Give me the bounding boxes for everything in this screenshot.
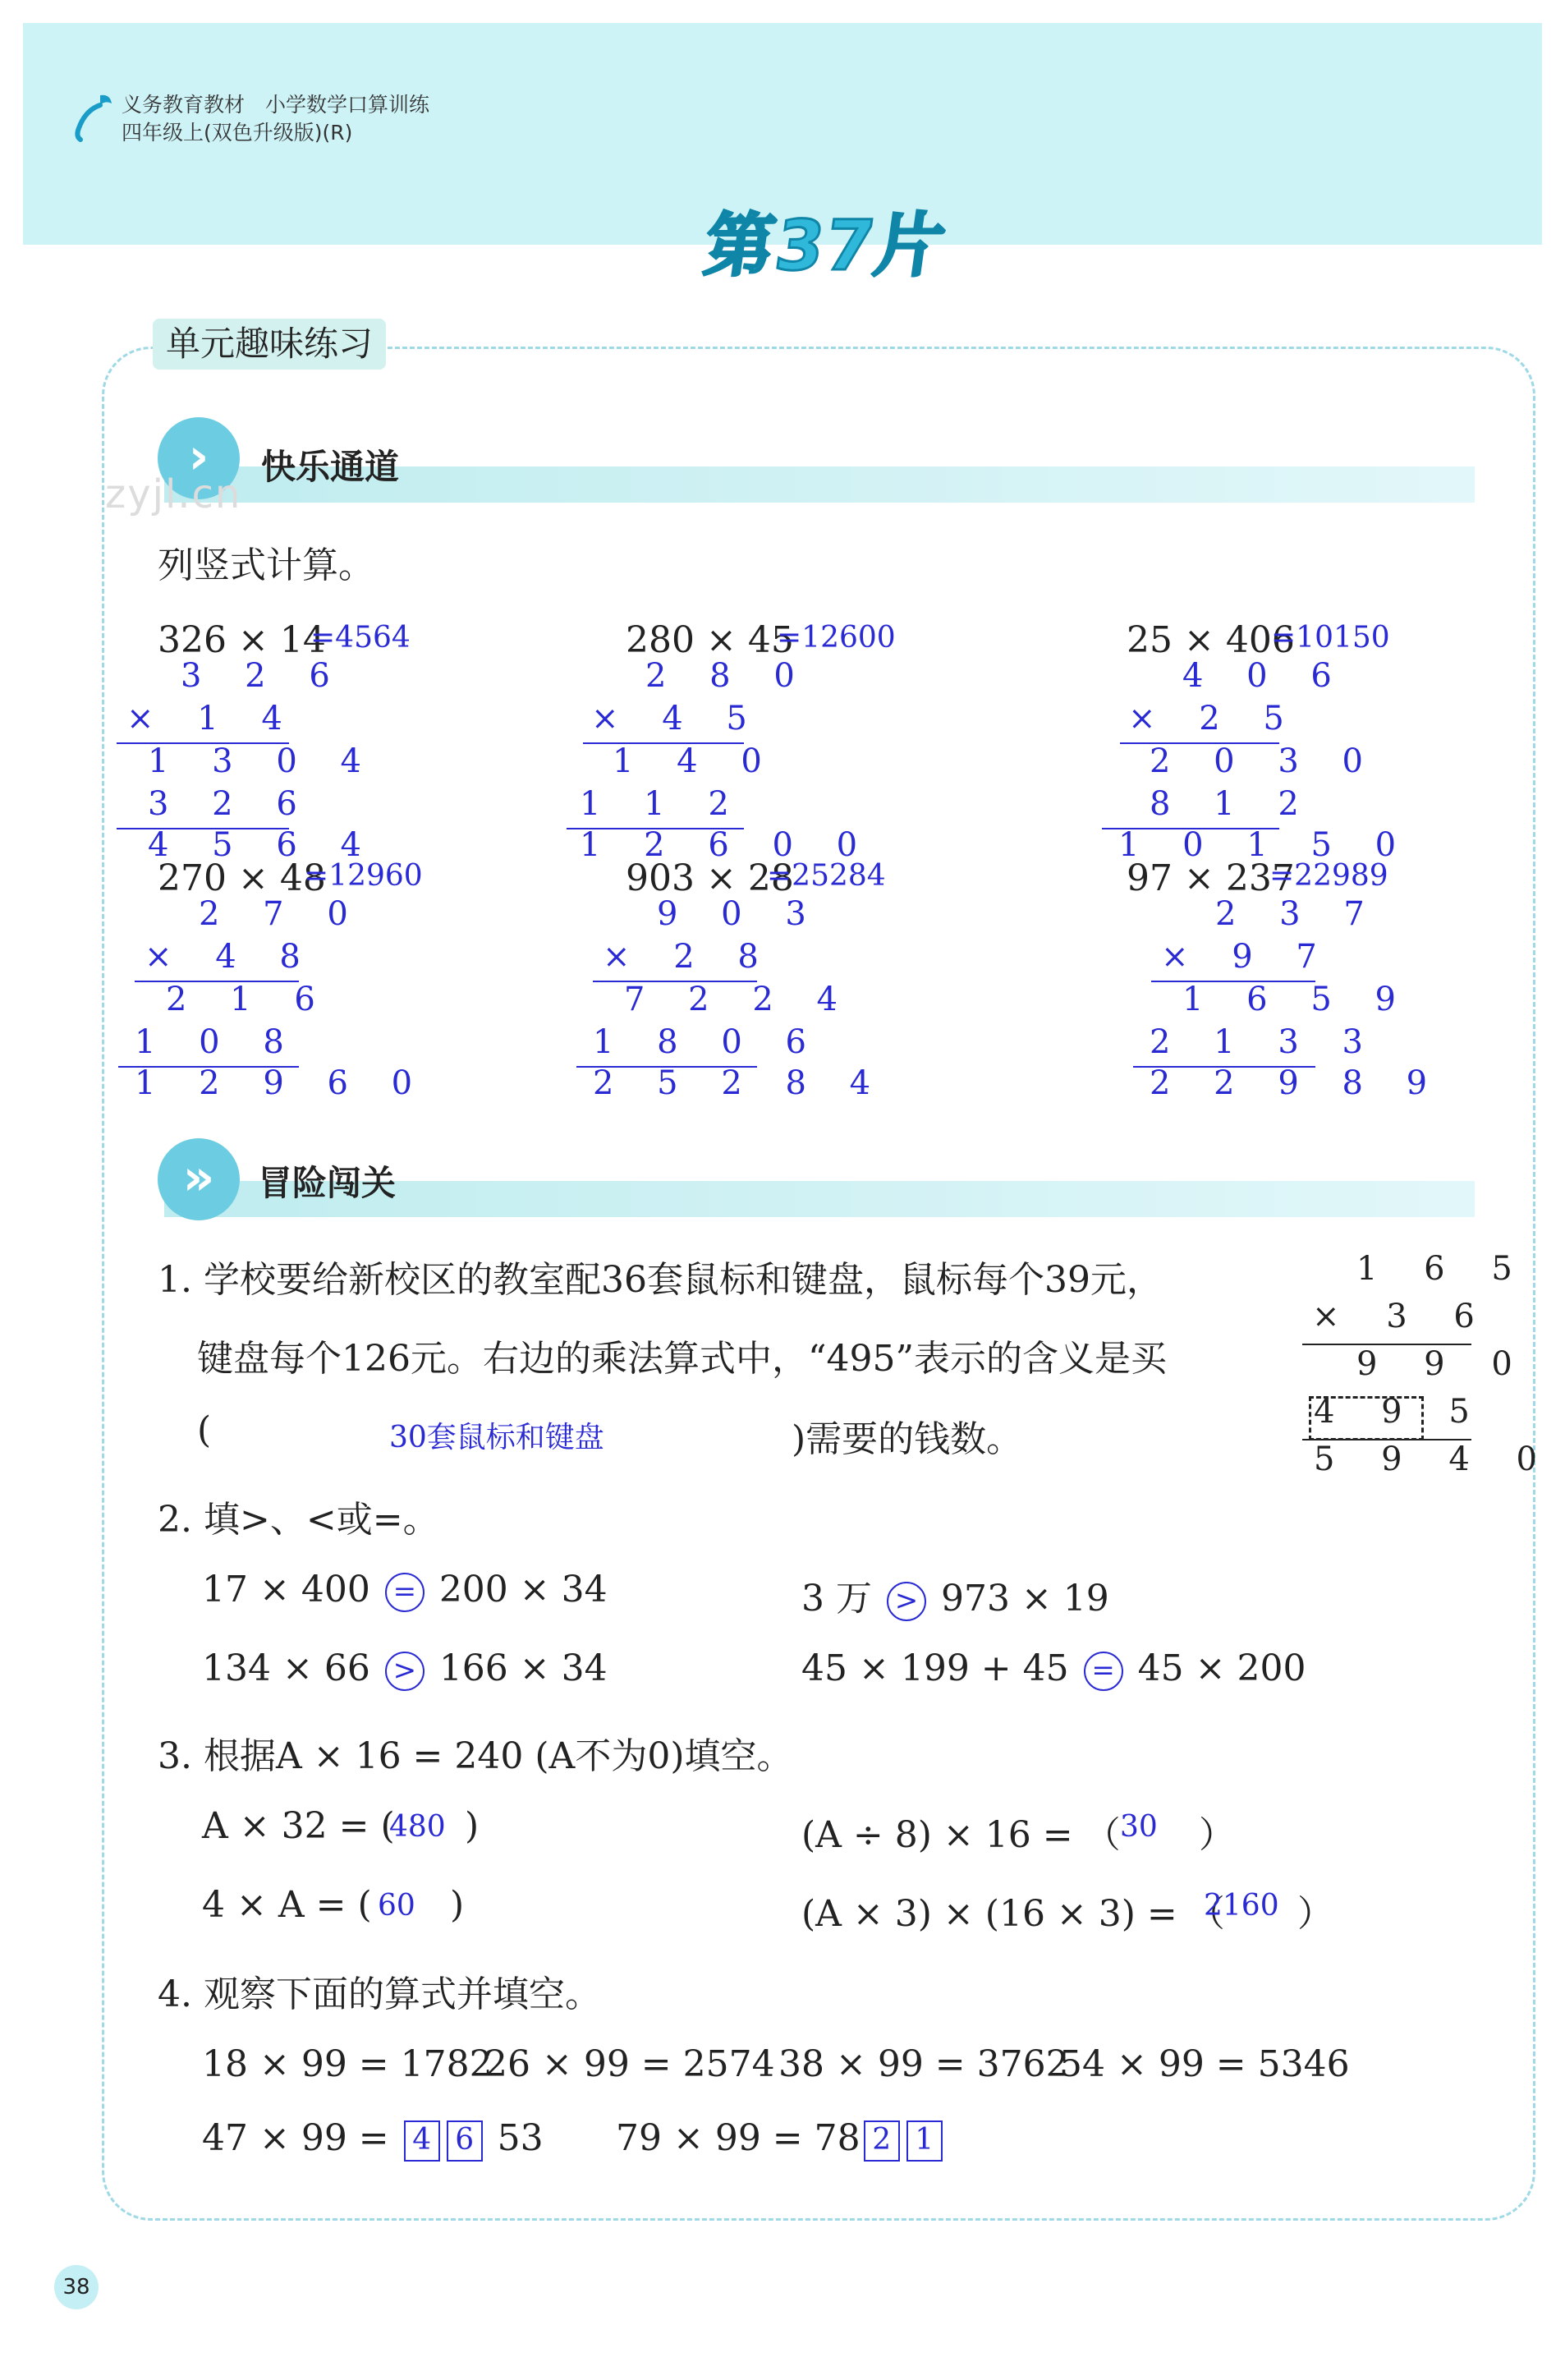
pen-icon bbox=[67, 89, 117, 143]
q2-left: 134 × 66 bbox=[202, 1647, 370, 1689]
calc-row: 8 1 2 bbox=[1150, 785, 1315, 823]
calc-row: × 1 4 bbox=[126, 700, 299, 737]
q3-answer: 60 bbox=[378, 1889, 415, 1923]
q2-item bbox=[801, 1569, 1109, 1621]
calc-row: × 4 5 bbox=[591, 700, 764, 737]
calc-row: 1 3 0 4 bbox=[148, 742, 378, 780]
q3-answer: 30 bbox=[1120, 1810, 1158, 1844]
q2-sign: > bbox=[385, 1652, 425, 1691]
q1-calc-row: × 3 6 bbox=[1312, 1298, 1493, 1335]
q2-left: 3 万 bbox=[801, 1578, 872, 1620]
section1-instruction: 列竖式计算。 bbox=[158, 544, 374, 586]
calc-row: 1 4 0 bbox=[613, 742, 778, 780]
q3-expr: A × 32 = ( bbox=[202, 1805, 395, 1847]
q2-sign: = bbox=[385, 1573, 425, 1612]
chevron-right-icon: › bbox=[158, 417, 240, 499]
q4-fill1 bbox=[202, 2117, 544, 2162]
double-chevron-icon: » bbox=[158, 1138, 240, 1220]
calc-row: 4 5 6 4 bbox=[148, 826, 378, 864]
problem-expr: 903 × 28 bbox=[626, 857, 794, 899]
calc-row: 2 1 3 3 bbox=[1150, 1023, 1379, 1061]
header-edition: 四年级上(双色升级版)(R) bbox=[122, 121, 353, 145]
section1-title: 快乐通道 bbox=[261, 447, 400, 487]
q2-right: 973 × 19 bbox=[940, 1578, 1109, 1620]
calc-row: 2 2 9 8 9 bbox=[1150, 1064, 1444, 1102]
q3-close: ） bbox=[1297, 1893, 1333, 1935]
q2-right: 200 × 34 bbox=[438, 1569, 608, 1610]
q2-item bbox=[202, 1647, 608, 1691]
q4-heading: 4. 观察下面的算式并填空。 bbox=[158, 1973, 601, 2015]
calc-row: 1 8 0 6 bbox=[593, 1023, 823, 1061]
q3-close: ） bbox=[1199, 1814, 1235, 1856]
q4-example: 54 × 99 = 5346 bbox=[1059, 2043, 1350, 2085]
calc-row: × 2 5 bbox=[1128, 700, 1301, 737]
q3-expr: (A × 3) × (16 × 3) = （ bbox=[801, 1893, 1225, 1935]
q2-left: 17 × 400 bbox=[202, 1569, 370, 1610]
q4-fill1-prefix: 47 × 99 = bbox=[202, 2117, 389, 2159]
problem-answer: =12600 bbox=[777, 621, 896, 655]
problem-answer: =10150 bbox=[1271, 621, 1390, 655]
header-series: 义务教育教材 小学数学口算训练 bbox=[122, 93, 430, 117]
page-title: 第37片 bbox=[700, 205, 952, 286]
q4-example: 38 × 99 = 3762 bbox=[778, 2043, 1069, 2085]
calc-row: 1 0 1 5 0 bbox=[1118, 826, 1413, 864]
calc-row: 1 0 8 bbox=[135, 1023, 301, 1061]
problem-answer: =22989 bbox=[1269, 859, 1388, 893]
q2-sign: = bbox=[1084, 1652, 1123, 1691]
q2-item bbox=[801, 1647, 1306, 1691]
calc-row: × 4 8 bbox=[145, 938, 317, 976]
unit-banner: 单元趣味练习 bbox=[153, 319, 386, 370]
calc-row: 4 0 6 bbox=[1182, 657, 1348, 695]
problem-expr: 326 × 14 bbox=[158, 619, 326, 661]
q1-line2: 键盘每个126元。右边的乘法算式中，“495”表示的含义是买 bbox=[197, 1338, 1167, 1380]
problem-expr: 25 × 406 bbox=[1127, 619, 1295, 661]
calc-row: × 9 7 bbox=[1161, 938, 1333, 976]
calc-row: 1 1 2 bbox=[580, 785, 746, 823]
q4-fill1-suffix: 53 bbox=[497, 2117, 544, 2159]
calc-row: 2 3 7 bbox=[1215, 895, 1381, 933]
calc-row: 1 6 5 9 bbox=[1182, 981, 1412, 1018]
calc-row: 3 2 6 bbox=[148, 785, 314, 823]
calc-row: 3 2 6 bbox=[181, 657, 347, 695]
problem-expr: 280 × 45 bbox=[626, 619, 794, 661]
q3-answer: 2160 bbox=[1204, 1889, 1279, 1923]
q1-calc-row: 1 6 5 bbox=[1356, 1250, 1531, 1288]
calc-row: 2 1 6 bbox=[166, 981, 332, 1018]
q4-answer-box: 1 bbox=[906, 2120, 943, 2162]
q2-right: 166 × 34 bbox=[438, 1647, 608, 1689]
calc-row: 1 2 9 6 0 bbox=[135, 1064, 429, 1102]
q4-example: 26 × 99 = 2574 bbox=[484, 2043, 775, 2085]
calc-row: 7 2 2 4 bbox=[624, 981, 854, 1018]
q2-right: 45 × 200 bbox=[1137, 1647, 1306, 1689]
q4-answer-box: 6 bbox=[447, 2120, 483, 2162]
problem-answer: =4564 bbox=[310, 621, 411, 655]
q3-expr: 4 × A = ( bbox=[202, 1884, 372, 1926]
calc-row: × 2 8 bbox=[603, 938, 775, 976]
q3-close: ) bbox=[465, 1805, 480, 1847]
q2-heading: 2. 填>、<或=。 bbox=[158, 1499, 439, 1541]
q4-fill2-prefix: 79 × 99 = 78 bbox=[616, 2117, 861, 2159]
calc-row: 1 2 6 0 0 bbox=[580, 826, 874, 864]
calc-row: 9 0 3 bbox=[657, 895, 823, 933]
q2-sign: > bbox=[887, 1582, 926, 1621]
calc-row: 2 8 0 bbox=[645, 657, 811, 695]
q1-calc-row: 9 9 0 bbox=[1356, 1345, 1531, 1383]
q1-calc-row: 4 9 5 bbox=[1314, 1393, 1488, 1431]
q4-fill2 bbox=[616, 2117, 946, 2162]
q1-calc-row: 5 9 4 0 bbox=[1314, 1440, 1555, 1478]
q1-answer: 30套鼠标和键盘 bbox=[389, 1421, 604, 1454]
q3-expr: (A ÷ 8) × 16 = （ bbox=[801, 1814, 1121, 1856]
q3-answer: 480 bbox=[389, 1810, 446, 1844]
problem-expr: 97 × 237 bbox=[1127, 857, 1295, 899]
watermark: zyjl.cn bbox=[105, 471, 242, 517]
calc-row: 2 7 0 bbox=[199, 895, 365, 933]
q4-example: 18 × 99 = 1782 bbox=[202, 2043, 493, 2085]
q1-line1: 1. 学校要给新校区的教室配36套鼠标和键盘，鼠标每个39元， bbox=[158, 1259, 1163, 1301]
page-number: 38 bbox=[54, 2265, 99, 2309]
q4-answer-box: 4 bbox=[404, 2120, 440, 2162]
q3-close: ) bbox=[450, 1884, 465, 1926]
q2-item bbox=[202, 1569, 608, 1612]
problem-expr: 270 × 48 bbox=[158, 857, 326, 899]
q1-close: )需要的钱数。 bbox=[792, 1418, 1023, 1460]
calc-row: 2 0 3 0 bbox=[1150, 742, 1379, 780]
problem-answer: =25284 bbox=[767, 859, 886, 893]
q1-open-paren: ( bbox=[197, 1409, 212, 1451]
q3-heading: 3. 根据A × 16 = 240 (A不为0)填空。 bbox=[158, 1735, 793, 1777]
problem-answer: =12960 bbox=[304, 859, 423, 893]
q4-answer-box: 2 bbox=[864, 2120, 900, 2162]
calc-row: 2 5 2 8 4 bbox=[593, 1064, 888, 1102]
section2-title: 冒险闯关 bbox=[258, 1163, 397, 1203]
q2-left: 45 × 199 + 45 bbox=[801, 1647, 1069, 1689]
